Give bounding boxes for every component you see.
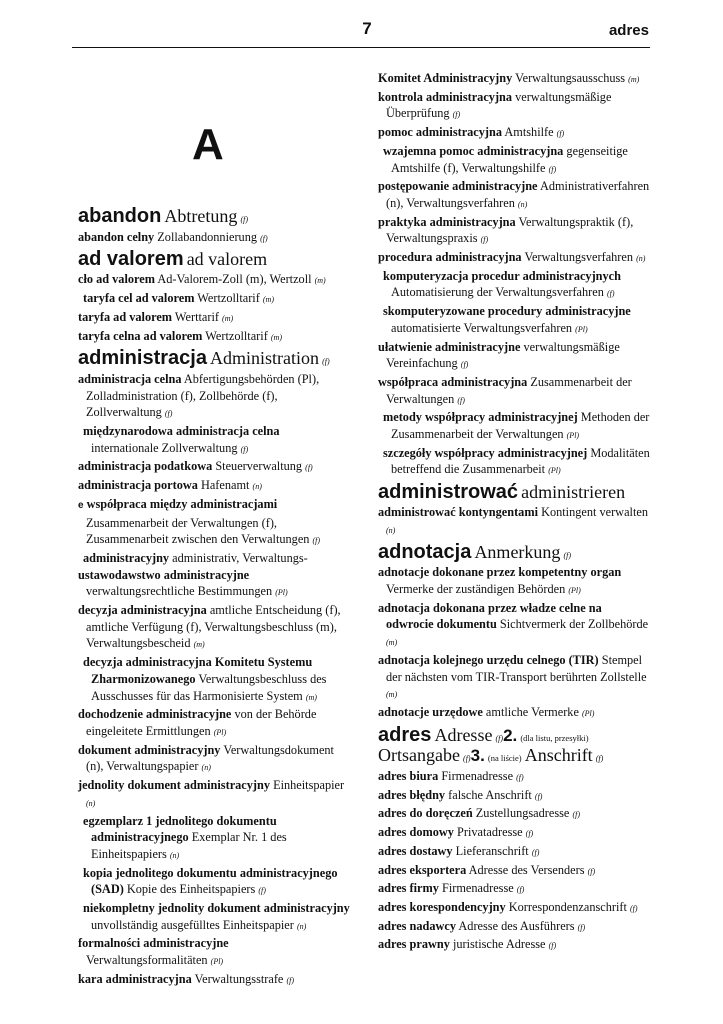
entry-translation: Kontingent verwalten — [541, 505, 648, 520]
grammar-label: (f) — [452, 110, 461, 120]
grammar-label: (f) — [531, 847, 540, 857]
entry-term: adres do doręczeń — [378, 806, 473, 821]
dictionary-entry — [378, 918, 650, 937]
grammar-label: (n) — [636, 254, 646, 264]
entry-translation: Einheitspapier — [273, 778, 345, 793]
headword-entry — [78, 204, 350, 229]
entry-translation: verwaltungsrechtliche Bestimmungen — [86, 584, 273, 599]
dictionary-entry — [78, 865, 350, 900]
entry-term: skomputeryzowane procedury administracyjne — [383, 304, 631, 319]
dictionary-entry — [78, 477, 350, 496]
headword-entry — [78, 346, 350, 371]
dictionary-entry — [378, 936, 650, 955]
entry-marker: e — [78, 499, 84, 511]
usage-note: (na liście) — [487, 753, 522, 764]
entry-term: administracja podatkowa — [78, 459, 213, 474]
grammar-label: (Pl) — [210, 957, 224, 967]
entry-term: kopia jednolitego dokumentu administracyjnego (SAD) — [83, 865, 338, 897]
entry-translation: Zusammenarbeit der Verwaltungen — [386, 374, 632, 406]
entry-translation: Exemplar Nr. 1 des Einheitspapiers — [91, 830, 287, 861]
entry-translation: Zusammenarbeit der Verwaltungen (f), Zusammenarbeit zwischen den Verwaltungen — [86, 515, 310, 547]
entry-term: administracja portowa — [78, 478, 198, 493]
left-column — [78, 204, 350, 990]
entry-term: postępowanie administracyjne — [378, 179, 538, 194]
grammar-label: (f) — [240, 444, 249, 454]
dictionary-entry — [378, 504, 650, 539]
dictionary-entry — [78, 777, 350, 812]
entry-translation: Wertzolltarif — [197, 291, 260, 306]
entry-translation: Sichtvermerk der Zollbehörde — [499, 617, 649, 632]
dictionary-entry — [78, 309, 350, 328]
dictionary-entry — [78, 423, 350, 458]
dictionary-entry — [78, 900, 350, 935]
grammar-label: (f) — [516, 885, 525, 895]
dictionary-entry — [378, 214, 650, 249]
dictionary-entry — [378, 899, 650, 918]
grammar-label: (n) — [201, 763, 211, 773]
entry-translation: Methoden der Zusammenarbeit der Verwaltungen — [391, 410, 650, 442]
grammar-label: (Pl) — [581, 708, 595, 718]
grammar-label: (f) — [606, 289, 615, 299]
dictionary-entry — [378, 787, 650, 806]
headword-entry — [378, 540, 650, 565]
entry-term: ustawodawstwo administracyjne — [78, 567, 250, 582]
headword-entry — [78, 247, 350, 271]
grammar-label: (f) — [460, 360, 469, 370]
entry-translation: Zustellungsadresse — [475, 806, 570, 821]
dictionary-entry — [378, 843, 650, 862]
headword-entry — [378, 480, 650, 504]
entry-term: komputeryzacja procedur administracyjnych — [383, 268, 621, 283]
dictionary-entry — [378, 805, 650, 824]
grammar-label: (n) — [169, 850, 180, 860]
entry-translation: Korrespondenzanschrift — [508, 899, 627, 914]
entry-term: współpraca administracyjna — [378, 374, 528, 389]
entry-term: cło ad valorem — [78, 272, 155, 287]
grammar-label: (Pl) — [275, 588, 288, 598]
entry-translation: Hafenamt — [200, 478, 250, 493]
dictionary-entry — [378, 178, 650, 213]
entry-term: międzynarodowa administracja celna — [83, 424, 280, 439]
entry-term: taryfa celna ad valorem — [78, 328, 203, 343]
dictionary-entry — [78, 813, 350, 865]
usage-note: (dla listu, przesyłki) — [520, 732, 589, 743]
entry-translation: Verwaltungsdokument (n), Verwaltungspapier — [86, 742, 334, 774]
headword: abandon — [78, 205, 162, 227]
entry-translation: Zollabandonnierung — [157, 229, 257, 244]
entry-translation: von der Behörde eingeleitete Ermittlungen — [86, 707, 317, 738]
entry-translation: Automatisierung der Verwaltungsverfahren — [391, 285, 604, 300]
entry-term: adnotacja kolejnego urzędu celnego (TIR) — [378, 652, 599, 667]
entry-translation: Verwaltungspraktik (f), Verwaltungspraxis — [386, 214, 634, 246]
dictionary-entry — [78, 742, 350, 777]
entry-term: adres biura — [378, 769, 439, 784]
grammar-label: (f) — [286, 975, 295, 985]
dictionary-entry — [378, 70, 650, 89]
entry-term: adres eksportera — [378, 862, 467, 877]
grammar-label: (f) — [480, 235, 489, 245]
dictionary-entry — [378, 409, 650, 444]
dictionary-entry — [378, 143, 650, 178]
entry-translation: Administrativerfahren (n), Verwaltungsverfahren — [386, 179, 650, 210]
section-letter: A — [192, 120, 224, 169]
grammar-label: (n) — [252, 482, 262, 492]
grammar-label: (f) — [495, 733, 504, 743]
headword: administrować — [378, 481, 519, 504]
entry-term: formalności administracyjne — [78, 936, 229, 951]
dictionary-entry — [378, 824, 650, 843]
entry-translation: amtliche Vermerke — [485, 704, 579, 719]
entry-term: procedura administracyjna — [378, 250, 522, 265]
grammar-label: (f) — [563, 550, 572, 560]
grammar-label: (m) — [386, 638, 398, 648]
entry-translation: Firmenadresse — [441, 769, 514, 784]
grammar-label: (Pl) — [213, 727, 227, 737]
grammar-label: (f) — [577, 922, 586, 932]
grammar-label: (f) — [312, 536, 321, 546]
entry-term: decyzja administracyjna — [78, 603, 207, 618]
entry-translation: verwaltungsmäßige Vereinfachung — [386, 339, 620, 371]
entry-term: niekompletny jednolity dokument administracyjny — [83, 901, 350, 916]
headword-translation: ad valorem — [186, 249, 268, 270]
grammar-label: (f) — [305, 463, 313, 473]
entry-term: decyzja administracyjna Komitetu Systemu Zharmonizowanego — [83, 655, 313, 686]
entry-term: adres prawny — [378, 937, 450, 952]
entry-translation: Adresse des Versenders — [468, 862, 585, 877]
grammar-label: (m) — [314, 276, 326, 286]
grammar-label: (m) — [305, 692, 317, 702]
headword: adnotacja — [378, 540, 472, 563]
sense-number: 3. — [470, 746, 485, 766]
dictionary-entry — [78, 550, 350, 567]
headword: adres — [378, 723, 432, 746]
entry-translation: Firmenadresse — [441, 881, 514, 896]
entry-translation: Verwaltungsverfahren — [524, 250, 634, 265]
grammar-label: (m) — [386, 690, 398, 700]
entry-term: adnotacja dokonana przez władze celne na odwrocie dokumentu — [378, 600, 602, 632]
grammar-label: (m) — [270, 332, 282, 342]
entry-translation: Modalitäten betreffend die Zusammenarbeit — [391, 445, 650, 477]
page-number: 7 — [362, 19, 372, 38]
entry-term: administrować kontyngentami — [378, 505, 538, 520]
dictionary-entry — [378, 339, 650, 374]
entry-translation: juristische Adresse — [452, 937, 546, 952]
grammar-label: (f) — [516, 773, 524, 783]
dictionary-entry — [378, 564, 650, 599]
entry-translation: gegenseitige Amtshilfe (f), Verwaltungshilfe — [391, 143, 628, 175]
dictionary-entry — [378, 374, 650, 409]
entry-term: adres firmy — [378, 881, 439, 896]
entry-translation: Verwaltungsstrafe — [194, 971, 284, 986]
entry-translation: automatisierte Verwaltungsverfahren — [391, 320, 573, 335]
grammar-label: (f) — [629, 903, 638, 913]
entry-translation: Stempel der nächsten vom TIR-Transport berührten Zollstelle — [386, 652, 647, 684]
entry-translation: Adresse des Ausführers — [458, 918, 575, 933]
grammar-label: (Pl) — [575, 324, 588, 334]
grammar-label: (f) — [556, 129, 565, 139]
headword-translation: Anschrift — [524, 745, 593, 766]
grammar-label: (m) — [193, 640, 205, 650]
entry-term: taryfa ad valorem — [78, 309, 173, 324]
running-head: adres — [608, 22, 649, 39]
grammar-label: (f) — [534, 791, 543, 801]
headword: ad valorem — [78, 248, 184, 271]
grammar-label: (n) — [86, 798, 96, 808]
headword-translation: Ortsangabe — [378, 745, 460, 766]
entry-term: pomoc administracyjna — [378, 125, 502, 140]
grammar-label: (f) — [260, 233, 268, 243]
entry-translation: internationale Zollverwaltung — [91, 440, 238, 455]
grammar-label: (m) — [222, 313, 234, 323]
entry-term: administracyjny — [83, 550, 170, 565]
entry-translation: Privatadresse — [457, 825, 523, 840]
dictionary-entry — [78, 328, 350, 347]
dictionary-entry — [78, 654, 350, 706]
grammar-label: (f) — [548, 164, 557, 174]
dictionary-entry — [78, 971, 350, 990]
grammar-label: (Pl) — [548, 466, 561, 476]
entry-term: wzajemna pomoc administracyjna — [383, 143, 564, 158]
entry-term: adres korespondencyjny — [378, 899, 506, 914]
grammar-label: (f) — [587, 866, 596, 876]
entry-translation: Werttarif — [174, 309, 219, 324]
headword-translation: Administration — [210, 348, 320, 369]
dictionary-entry — [378, 268, 650, 303]
grammar-label: (m) — [262, 295, 274, 305]
entry-term: dokument administracyjny — [78, 742, 221, 757]
header-rule — [72, 47, 650, 48]
entry-term: taryfa cel ad valorem — [83, 291, 195, 306]
dictionary-entry — [378, 445, 650, 480]
dictionary-entry — [78, 706, 350, 741]
grammar-label: (f) — [463, 754, 471, 764]
entry-translation: Vermerke der zuständigen Behörden — [386, 581, 566, 596]
headword-translation: Adresse — [434, 724, 493, 745]
entry-term: egzemplarz 1 jednolitego dokumentu administracyjnego — [83, 813, 277, 845]
entry-term: adnotacje urzędowe — [378, 704, 483, 719]
entry-translation: Steuerverwaltung — [215, 459, 303, 474]
entry-translation: amtliche Entscheidung (f), amtliche Verfügung (f), Verwaltungsbeschluss (m), Verwaltungsbescheid — [86, 603, 341, 651]
grammar-label: (f) — [322, 357, 330, 367]
dictionary-entry — [78, 567, 350, 602]
entry-term: adres błędny — [378, 787, 446, 802]
grammar-label: (f) — [572, 810, 581, 820]
entry-translation: verwaltungsmäßige Überprüfung — [386, 89, 612, 121]
dictionary-entry — [378, 880, 650, 899]
dictionary-entry — [378, 89, 650, 124]
entry-term: adres dostawy — [378, 843, 453, 858]
grammar-label: (n) — [296, 921, 307, 931]
headword-entry — [378, 723, 650, 768]
grammar-label: (n) — [386, 525, 396, 535]
grammar-label: (Pl) — [566, 431, 580, 441]
dictionary-entry — [78, 602, 350, 654]
entry-term: kontrola administracyjna — [378, 89, 513, 104]
entry-term: ułatwienie administracyjne — [378, 339, 521, 354]
entry-term: metody współpracy administracyjnej — [383, 410, 578, 425]
grammar-label: (f) — [525, 829, 534, 839]
entry-translation: falsche Anschrift — [448, 787, 532, 802]
grammar-label: (f) — [240, 215, 249, 224]
grammar-label: (f) — [164, 409, 173, 419]
dictionary-entry — [78, 371, 350, 423]
grammar-label: (Pl) — [568, 585, 581, 595]
dictionary-entry — [378, 249, 650, 268]
grammar-label: (f) — [595, 754, 604, 764]
dictionary-entry — [378, 124, 650, 143]
entry-translation: Ad-Valorem-Zoll (m), Wertzoll — [157, 272, 312, 287]
entry-term: adres nadawcy — [378, 918, 457, 933]
dictionary-entry — [378, 862, 650, 881]
headword-translation: administrieren — [521, 482, 626, 503]
entry-term: adres domowy — [378, 825, 454, 840]
entry-term: adnotacje dokonane przez kompetentny organ — [378, 565, 622, 580]
entry-term: współpraca między administracjami — [86, 496, 278, 511]
dictionary-entry — [378, 652, 650, 704]
right-column — [378, 70, 650, 955]
entry-term: Komitet Administracyjny — [378, 71, 513, 85]
headword-translation: Abtretung — [164, 206, 238, 226]
headword-translation: Anmerkung — [474, 541, 561, 562]
headword: administracja — [78, 347, 207, 370]
entry-term: dochodzenie administracyjne — [78, 707, 232, 722]
entry-term: abandon celny — [78, 229, 155, 244]
entry-translation: Wertzolltarif — [205, 328, 268, 343]
entry-translation: Verwaltungsbeschluss des Ausschusses für das Harmonisierte System — [91, 671, 327, 703]
dictionary-entry — [378, 600, 650, 652]
dictionary-entry — [78, 229, 350, 248]
entry-translation: Amtshilfe — [504, 125, 554, 140]
entry-term: administracja celna — [78, 371, 182, 386]
entry-translation: administrativ, Verwaltungs- — [172, 550, 308, 565]
entry-translation: Lieferanschrift — [455, 843, 529, 858]
grammar-label: (f) — [457, 395, 465, 405]
dictionary-entry — [378, 704, 650, 723]
dictionary-entry — [78, 271, 350, 290]
grammar-label: (f) — [548, 941, 557, 951]
dictionary-entry — [78, 496, 350, 550]
dictionary-entry — [78, 935, 350, 970]
entry-translation: Verwaltungsausschuss — [515, 71, 626, 85]
entry-translation: Verwaltungsformalitäten — [86, 953, 208, 968]
entry-term: praktyka administracyjna — [378, 214, 516, 229]
entry-term: jednolity dokument administracyjny — [78, 778, 270, 793]
dictionary-entry — [378, 768, 650, 787]
entry-term: szczegóły współpracy administracyjnej — [383, 445, 588, 460]
entry-translation: Kopie des Einheitspapiers — [126, 882, 256, 897]
grammar-label: (f) — [258, 886, 266, 896]
grammar-label: (m) — [628, 75, 640, 84]
grammar-label: (n) — [517, 199, 528, 209]
dictionary-entry — [378, 303, 650, 338]
entry-translation: unvollständig ausgefülltes Einheitspapier — [91, 917, 294, 932]
entry-translation: Abfertigungsbehörden (Pl), Zolladministration (f), Zollbehörde (f), Zollverwaltung — [86, 371, 320, 420]
dictionary-entry — [78, 290, 350, 309]
entry-term: kara administracyjna — [78, 971, 192, 986]
sense-number: 2. — [503, 725, 518, 745]
dictionary-entry — [78, 458, 350, 477]
